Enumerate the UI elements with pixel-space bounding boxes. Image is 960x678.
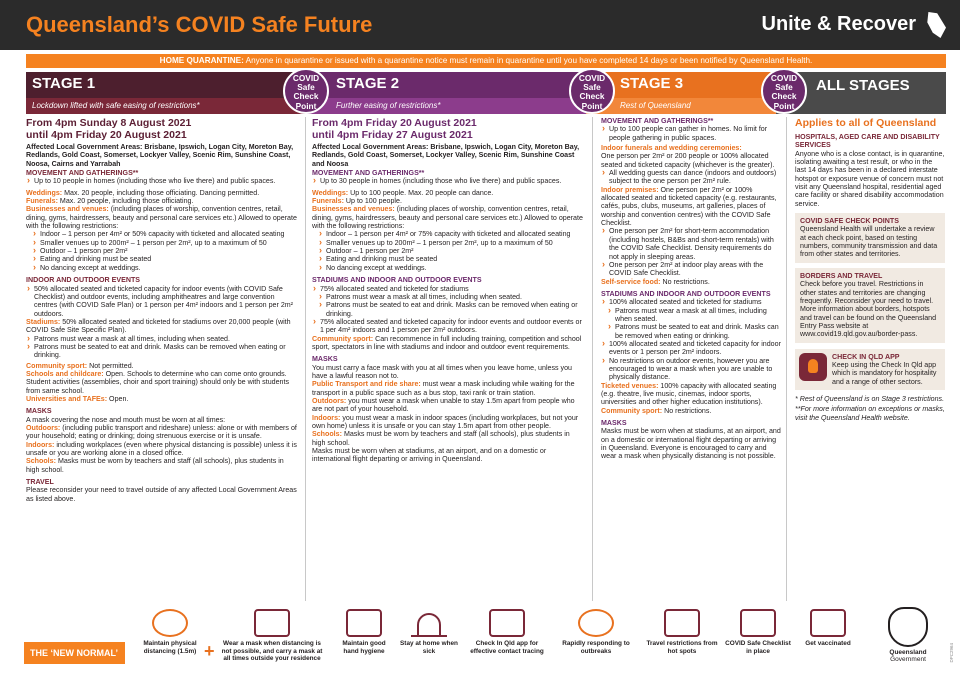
new-normal-item: Stay at home when sick (400, 609, 458, 655)
handwash-icon (346, 609, 382, 637)
divider (786, 117, 787, 601)
car-icon (664, 609, 700, 637)
new-normal-item: Travel restrictions from hot spots (644, 609, 720, 655)
checkpoint-badge: COVID Safe Check Point (761, 68, 807, 114)
page-title: Queensland’s COVID Safe Future (26, 12, 373, 37)
distance-icon (152, 609, 188, 637)
new-normal-item: Rapidly responding to outbreaks (556, 609, 636, 655)
mask-icon (254, 609, 290, 637)
queensland-government-logo: Queensland Government (880, 607, 936, 663)
new-normal-item: Maintain good hand hygiene (334, 609, 394, 655)
vaccine-icon (810, 609, 846, 637)
checkin-app-box: CHECK IN QLD APP Keep using the Check In Qld app which is mandatory for hospitality and a range of other sectors. (795, 349, 945, 390)
checkpoint-badge: COVID Safe Check Point (569, 68, 615, 114)
stage2-band: STAGE 2 Further easing of restrictions* (306, 72, 586, 114)
quarantine-banner: HOME QUARANTINE: Anyone in quarantine or issued with a quarantine notice must remain in quarantine until you have completed 14 days or been notified by Queensland Health. (26, 54, 946, 68)
brand-tagline: Unite & Recover (761, 13, 916, 35)
new-normal-item: Wear a mask when distancing is not possible, and carry a mask at all times outside your residence (218, 609, 326, 663)
divider (592, 117, 593, 601)
queensland-map-icon (924, 12, 946, 38)
checklist-icon (740, 609, 776, 637)
new-normal-label: THE ‘NEW NORMAL’ (24, 642, 125, 664)
checkpoints-box: COVID SAFE CHECK POINTS Queensland Health will undertake a review at each check point, based on testing numbers, community transmission and data from other states and territories. (795, 213, 945, 263)
virus-icon (578, 609, 614, 637)
all-stages-column: Applies to all of Queensland HOSPITALS, AGED CARE AND DISABILITY SERVICES Anyone who is a close contact, is in quarantine, isolating awaiting a test result, or who in the last 14 days has been in a declared interstate hotspot or exposure venue of concern must not visit any Queensland hospital, residential aged care facility or shared disability accommodation service. COVID SAFE CHECK POINTS Queensland Health will undertake a review at each check point, based on testing numbers, community transmission and data from other states and territories. BORDERS AND TRAVEL Check before you travel. Restrictions in other states and territories are changing frequently. Reconsider your need to travel. More information about borders, hotspots and travel can be found on the Queensland Entry Pass website at www.covid19.qld.gov.au/border-pass. CHECK IN QLD APP Keep using the Check In Qld app which is mandatory for hospitality and a range of other sectors. * Rest of Queensland is on Stage 3 restrictions. **For more information on exceptions or masks, visit the Queensland Health website. (795, 117, 945, 422)
stage3-band: STAGE 3 Rest of Queensland (586, 72, 776, 114)
document-code: DPC2964 (949, 643, 954, 663)
new-normal-item: Get vaccinated (796, 609, 860, 648)
borders-box: BORDERS AND TRAVEL Check before you travel. Restrictions in other states and territories are changing frequently. Reconsider your need to travel. More information about borders, hotspots and travel can be found on the Queensland Entry Pass website at www.covid19.qld.gov.au/border-pass. (795, 268, 945, 343)
plus-icon: + (204, 641, 215, 661)
divider (305, 117, 306, 601)
new-normal-item: Check In Qld app for effective contact tracing (464, 609, 550, 655)
new-normal-item: Maintain physical distancing (1.5m) (134, 609, 206, 655)
stage2-column: From 4pm Friday 20 August 2021 until 4pm Friday 27 August 2021 Affected Local Government Areas: Brisbane, Ipswich, Logan City, Moreton Bay, Redlands, Gold Coast, Somerset, Lockyer Valley, Scenic Rim, Sunshine Coast and Noosa MOVEMENT AND GATHERINGS** › Up to 30 people in homes (including those who live there) and public spaces. Weddings: Up to 100 people. Max. 20 people can dance. Funerals: Up to 100 people. Businesses and venues: (including places of worship, convention centres, retail, dining, gyms, hairdressers, beauty and personal care services etc.) Allowed to operate with the following restrictions: › Indoor – 1 person per 4m² or 75% capacity with ticketed and allocated seating › Smaller venues up to 200m² – 1 person per 2m², up to a maximum of 50 › Outdoor – 1 person per 2m² › Eating and drinking must be seated › No dancing except at weddings. STADIUMS AND INDOOR AND OUTDOOR EVENTS › 75% allocated seated and ticketed for stadiums › Patrons must wear a mask at all times, including when seated. › Patrons must be seated to eat and drink. Masks can be removed when eating or drinking. › 75% allocated seated and ticketed capacity for indoor events and outdoor events or 1 per 4m² indoors and 1 person per 2m² outdoors. Community sport: Can recommence in full including training, competition and school sport, spectators in line with stadiums and indoor and outdoor event requirements. MASKS You must carry a face mask with you at all times when you leave home, unless you have a lawful reason not to. Public Transport and ride share: must wear a mask including while waiting for the transport in a public space such as a bus stop, taxi rank or train station. Outdoors: you must wear a mask when unable to stay 1.5m apart from people who are not part of your household. Indoors: you must wear a mask in indoor spaces (including workplaces, but not your own home) unless it is unsafe or you can stay 1.5m apart from other people. Schools: Masks must be worn by teachers and staff (all schools), plus students in high school. Masks must be worn when at stadiums, at an airport, and on a domestic or international flight departing or arriving in Queensland. (312, 117, 584, 601)
stage1-column: From 4pm Sunday 8 August 2021 until 4pm Friday 20 August 2021 Affected Local Government Areas: Brisbane, Ipswich, Logan City, Moreton Bay, Redlands, Gold Coast, Somerset, Lockyer Valley, Scenic Rim, Sunshine Coast, Noosa, Cairns and Yarrabah MOVEMENT AND GATHERINGS** › Up to 10 people in homes (including those who live there) and public spaces. Weddings: Max. 20 people, including those officiating. Dancing permitted. Funerals: Max. 20 people, including those officiating. Businesses and venues: (including places of worship, convention centres, retail, dining, gyms, hairdressers, beauty and personal care services etc.) Allowed to operate with the following restrictions: › Indoor – 1 person per 4m² or 50% capacity with ticketed and allocated seating › Smaller venues up to 200m² – 1 person per 2m², up to a maximum of 50 › Outdoor – 1 person per 2m² › Eating and drinking must be seated › No dancing except at weddings. INDOOR AND OUTDOOR EVENTS › 50% allocated seated and ticketed capacity for indoor events (with COVID Safe Checklist) and outdoor events, including amphitheatres and large convention centres (with COVID Safe Plan) or 1 person per 4m² indoors and 1 person per 2m² outdoors. Stadiums: 50% allocated seated and ticketed for stadiums over 20,000 people (with COVID Safe Site Specific Plan). › Patrons must wear a mask at all times, including when seated. › Patrons must be seated to eat and drink. Masks can be removed when eating or drinking. Community sport: Not permitted. Schools and childcare: Open. Schools to determine who can come onto grounds. Student activities (assemblies, choir and sport training) should only be with students from same school. Universities and TAFEs: Open. MASKS A mask covering the nose and mouth must be worn at all times: Outdoors: (including public transport and rideshare) unless: alone or with members of your household; eating or drinking; doing strenuous exercise or it is unsafe. Indoors: including workplaces (even where physical distancing is possible) unless it is unsafe or you are working alone in a closed office. Schools: Masks must be worn by teachers and staff (all schools), plus students in high school. TRAVEL Please reconsider your need to travel outside of any affected Local Government Areas as listed above. (26, 117, 298, 601)
new-normal-item: COVID Safe Checklist in place (724, 609, 792, 655)
new-normal-bar (0, 603, 960, 678)
all-stages-band: ALL STAGES (776, 72, 946, 114)
checkpoint-badge: COVID Safe Check Point (283, 68, 329, 114)
home-icon (411, 609, 447, 637)
header (0, 0, 960, 50)
checkin-app-icon (799, 353, 827, 381)
coat-of-arms-icon (888, 607, 928, 647)
stage1-band: STAGE 1 Lockdown lifted with safe easing of restrictions* (26, 72, 306, 114)
phone-icon (489, 609, 525, 637)
stage3-column: MOVEMENT AND GATHERINGS** › Up to 100 people can gather in homes. No limit for people gathering in public spaces. Indoor funerals and wedding ceremonies: One person per 2m² or 200 people or 100% allocated seated and ticketed capacity (whichever is the greater). › All wedding guests can dance (indoors and outdoors) subject to the one person per 2m² rule. Indoor premises: One person per 2m² or 100% allocated seated and ticketed capacity (e.g. restaurants, cafés, pubs, clubs, museums, art galleries, places of worship and convention centres) with the COVID Safe Checklist. › One person per 2m² for short-term accommodation (including hostels, B&Bs and short-term rentals) with the COVID Safe Checklist. Density requirements do not apply in sleeping areas. › One person per 2m² at indoor play areas with the COVID Safe Checklist. Self-service food: No restrictions. STADIUMS AND INDOOR AND OUTDOOR EVENTS › 100% allocated seated and ticketed for stadiums › Patrons must wear a mask at all times, including when seated. › Patrons must be seated to eat and drink. Masks can be removed when eating or drinking. › 100% allocated seated and ticketed capacity for indoor events or 1 person per 2m² indoors. › No restrictions on outdoor events, however you are encouraged to wear a mask when you are unable to physically distance. Ticketed venues: 100% capacity with allocated seating (e.g. theatre, live music, cinemas, indoor sports, universities and other higher education institutions). Community sport: No restrictions. MASKS Masks must be worn when at stadiums, at an airport, and on a domestic or international flight departing or arriving in Queensland. Everyone is encouraged to carry and wear a mask when physically distancing is not possible. (601, 117, 781, 601)
